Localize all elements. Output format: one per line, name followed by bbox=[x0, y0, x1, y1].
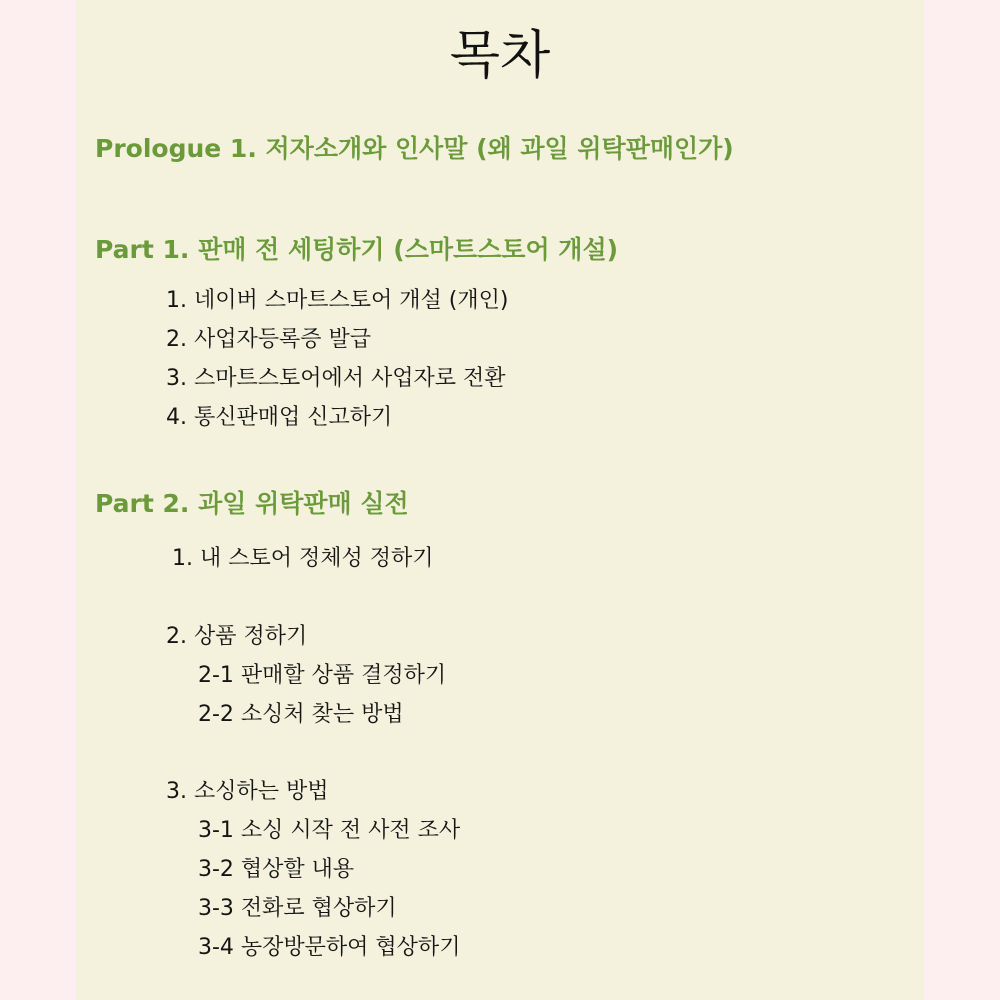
part1-heading: Part 1. 판매 전 세팅하기 (스마트스토어 개설) bbox=[95, 235, 619, 264]
part2-section-2: 2. 상품 정하기 bbox=[166, 624, 308, 649]
part2-section-3-sub-3: 3-3 전화로 협상하기 bbox=[198, 896, 397, 921]
part1-item-1: 1. 네이버 스마트스토어 개설 (개인) bbox=[166, 288, 509, 313]
part2-heading: Part 2. 과일 위탁판매 실전 bbox=[95, 489, 409, 518]
toc-title: 목차 bbox=[449, 26, 551, 86]
part2-section-1: 1. 내 스토어 정체성 정하기 bbox=[172, 546, 434, 571]
part1-item-2: 2. 사업자등록증 발급 bbox=[166, 327, 371, 352]
part1-item-4: 4. 통신판매업 신고하기 bbox=[166, 405, 393, 430]
toc-page bbox=[76, 0, 924, 1000]
part1-item-3: 3. 스마트스토어에서 사업자로 전환 bbox=[166, 366, 506, 391]
part2-section-2-sub-1: 2-1 판매할 상품 결정하기 bbox=[198, 663, 447, 688]
part2-section-3-sub-4: 3-4 농장방문하여 협상하기 bbox=[198, 935, 461, 960]
prologue-heading: Prologue 1. 저자소개와 인사말 (왜 과일 위탁판매인가) bbox=[95, 134, 734, 163]
part2-section-3-sub-1: 3-1 소싱 시작 전 사전 조사 bbox=[198, 818, 461, 843]
part2-section-3: 3. 소싱하는 방법 bbox=[166, 779, 329, 804]
part2-section-3-sub-2: 3-2 협상할 내용 bbox=[198, 857, 355, 882]
part2-section-2-sub-2: 2-2 소싱처 찾는 방법 bbox=[198, 702, 404, 727]
